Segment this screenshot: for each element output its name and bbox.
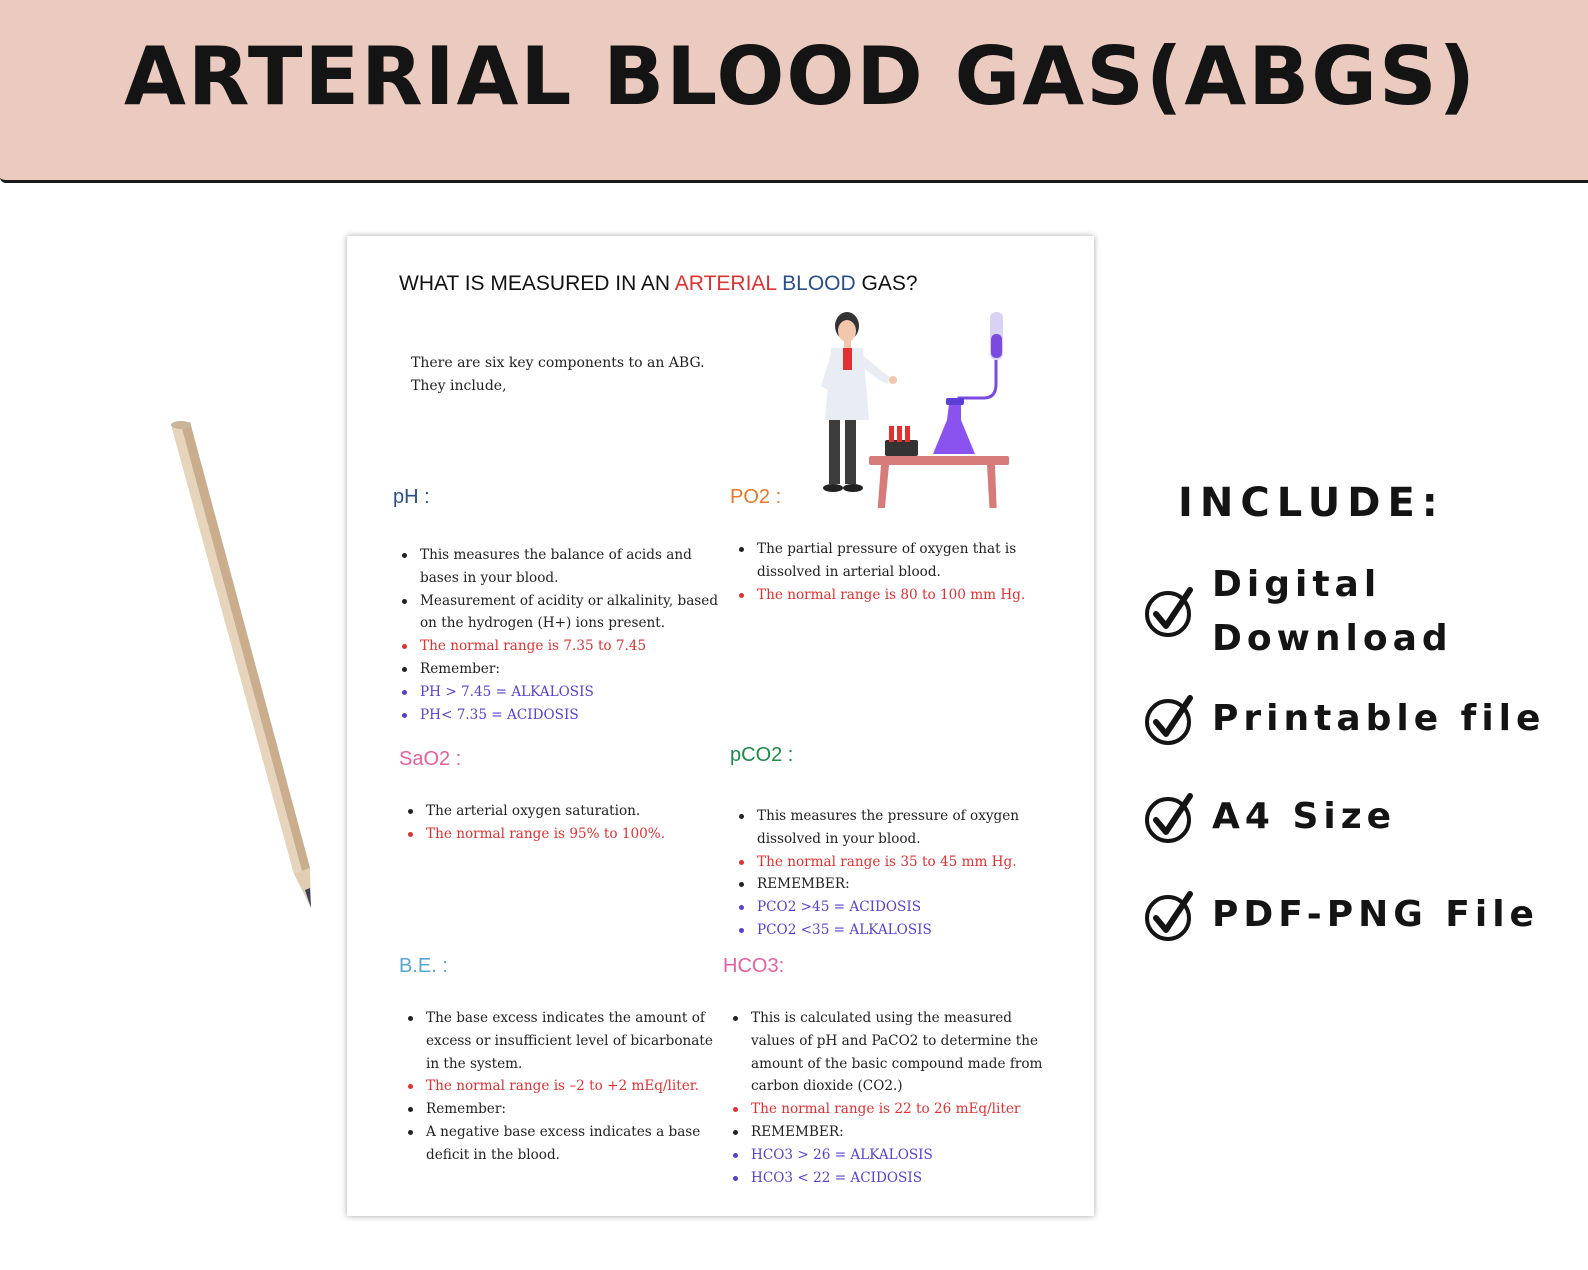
- include-title: INCLUDE:: [1178, 480, 1445, 526]
- check-circle-icon: [1144, 586, 1196, 638]
- list-item: PH< 7.35 = ACIDOSIS: [400, 704, 730, 727]
- include-item-a4-size: [1140, 790, 1580, 846]
- section-list-sao2: [406, 800, 716, 846]
- include-item-label: PDF-PNG File: [1212, 894, 1539, 935]
- list-item: The normal range is 80 to 100 mm Hg.: [737, 584, 1037, 607]
- section-heading-po2: PO2 :: [730, 486, 782, 508]
- title-part-gas: GAS?: [855, 272, 918, 295]
- list-item: This measures the pressure of oxygen dissolved in your blood.: [737, 805, 1037, 851]
- list-item: PH > 7.45 = ALKALOSIS: [400, 681, 730, 704]
- list-item: Remember:: [406, 1098, 718, 1121]
- list-item: PCO2 <35 = ALKALOSIS: [737, 919, 1037, 942]
- list-item: The normal range is 22 to 26 mEq/liter: [731, 1098, 1049, 1121]
- list-item: A negative base excess indicates a base deficit in the blood.: [406, 1121, 718, 1167]
- list-item: The normal range is 7.35 to 7.45: [400, 635, 730, 658]
- list-item: The partial pressure of oxygen that is dissolved in arterial blood.: [737, 538, 1037, 584]
- intro-text: [411, 352, 705, 398]
- list-item: PCO2 >45 = ACIDOSIS: [737, 896, 1037, 919]
- section-heading-sao2: SaO2 :: [399, 748, 462, 770]
- title-part-1: WHAT IS MEASURED IN AN: [399, 272, 675, 295]
- list-item: Measurement of acidity or alkalinity, based on the hydrogen (H+) ions present.: [400, 590, 730, 636]
- include-item-pdf-png-file: [1140, 888, 1580, 944]
- list-item: REMEMBER:: [731, 1121, 1049, 1144]
- section-list-pco2: [737, 805, 1037, 942]
- include-item-digital-download: [1140, 558, 1580, 668]
- intro-line-1: There are six key components to an ABG.: [411, 355, 705, 371]
- title-banner: [0, 0, 1588, 183]
- title-part-blood: BLOOD: [776, 272, 856, 295]
- list-item: This is calculated using the measured values of pH and PaCO2 to determine the amount of the basic compound made from carbon dioxide (CO2.): [731, 1007, 1049, 1098]
- check-circle-icon: [1144, 890, 1196, 942]
- list-item: The normal range is –2 to +2 mEq/liter.: [406, 1075, 718, 1098]
- list-item: HCO3 < 22 = ACIDOSIS: [731, 1167, 1049, 1190]
- banner-title: ARTERIAL BLOOD GAS(ABGS): [124, 30, 1478, 123]
- include-item-label-line-1: Digital: [1212, 564, 1382, 605]
- include-item-label-line-2: Download: [1212, 618, 1453, 659]
- section-heading-be: B.E. :: [399, 955, 448, 977]
- section-list-po2: [737, 538, 1037, 606]
- list-item: The base excess indicates the amount of excess or insufficient level of bicarbonate in the system.: [406, 1007, 718, 1075]
- check-circle-icon: [1144, 694, 1196, 746]
- section-list-hco3: [731, 1007, 1049, 1189]
- section-heading-ph: pH :: [393, 486, 430, 508]
- scientist-lab-illustration: [809, 308, 1019, 508]
- section-heading-pco2: pCO2 :: [730, 744, 794, 766]
- check-circle-icon: [1144, 792, 1196, 844]
- worksheet-preview: [347, 236, 1094, 1216]
- list-item: REMEMBER:: [737, 873, 1037, 896]
- section-heading-hco3: HCO3:: [723, 955, 785, 977]
- list-item: This measures the balance of acids and bases in your blood.: [400, 544, 730, 590]
- list-item: HCO3 > 26 = ALKALOSIS: [731, 1144, 1049, 1167]
- section-list-be: [406, 1007, 718, 1167]
- list-item: The normal range is 35 to 45 mm Hg.: [737, 851, 1037, 874]
- include-item-label: A4 Size: [1212, 796, 1397, 837]
- pencil-illustration: [168, 420, 318, 920]
- section-list-ph: [400, 544, 730, 726]
- list-item: The normal range is 95% to 100%.: [406, 823, 716, 846]
- intro-line-2: They include,: [411, 378, 507, 394]
- list-item: Remember:: [400, 658, 730, 681]
- worksheet-title: [399, 272, 918, 296]
- title-part-arterial: ARTERIAL: [674, 272, 777, 295]
- list-item: The arterial oxygen saturation.: [406, 800, 716, 823]
- include-item-label: Printable file: [1212, 698, 1546, 739]
- include-item-printable-file: [1140, 692, 1580, 748]
